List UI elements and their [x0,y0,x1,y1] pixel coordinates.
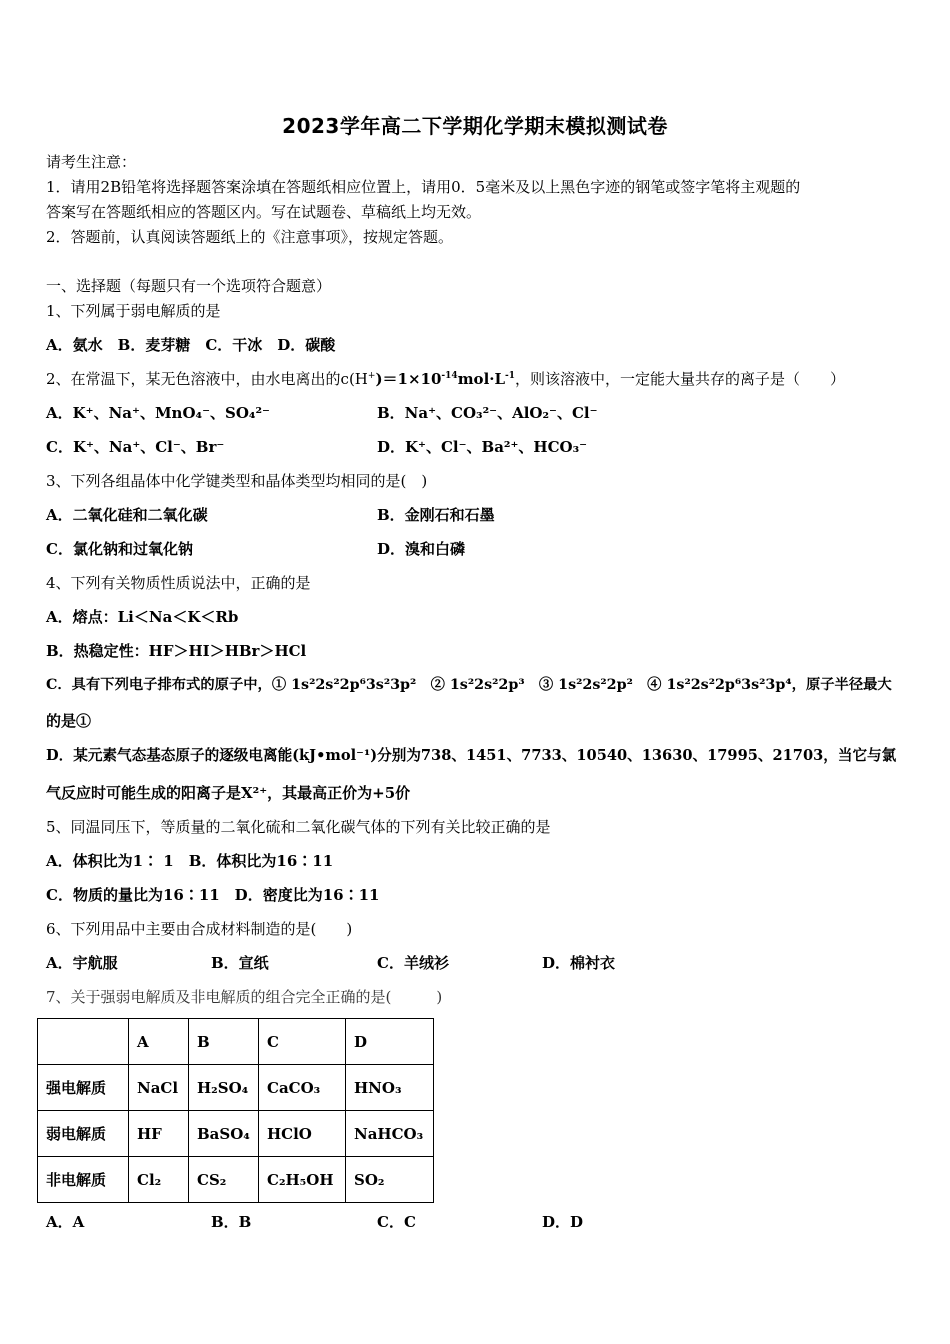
table-header-row [38,1019,434,1065]
q2-stem-exponent: -14 [441,371,458,381]
table-header-cell: A [129,1019,189,1065]
q7-option-d: D．D [542,1213,584,1231]
q4-option-d-line-1: D．某元素气态基态原子的逐级电离能(kJ•mol⁻¹)分别为738、1451、7733、10540、13630、17995、21703，当它与氯 [46,747,897,764]
q5-options-line-2: C．物质的量比为16∶11 D．密度比为16∶11 [46,886,380,904]
table-row-label: 非电解质 [38,1157,129,1203]
table-header-cell: D [346,1019,434,1065]
table-row [38,1111,434,1157]
table-cell: H₂SO₄ [189,1065,259,1111]
q7-option-c: C．C [377,1213,416,1231]
q5-stem: 5、同温同压下，等质量的二氧化硫和二氧化碳气体的下列有关比较正确的是 [46,818,551,836]
q4-stem: 4、下列有关物质性质说法中，正确的是 [46,574,311,592]
q2-stem-part-a: 2、在常温下，某无色溶液中，由水电离出的c(H [46,370,368,388]
table-cell: CS₂ [189,1157,259,1203]
q6-option-b: B．宣纸 [211,954,269,972]
table-cell: HNO₃ [346,1065,434,1111]
q6-stem: 6、下列用品中主要由合成材料制造的是( ) [46,920,353,938]
q3-stem: 3、下列各组晶体中化学键类型和晶体类型均相同的是( ) [46,472,428,490]
q3-option-c: C．氯化钠和过氧化钠 [46,540,193,558]
notice-item-1-line-1: 1．请用2B铅笔将选择题答案涂填在答题纸相应位置上，请用0．5毫米及以上黑色字迹的钢笔或签字笔将主观题的 [46,178,801,196]
q7-option-b: B．B [211,1213,252,1231]
q4-option-c-line-2: 的是① [46,712,92,730]
q3-option-b: B．金刚石和石墨 [377,506,495,524]
table-row [38,1157,434,1203]
table-cell: NaHCO₃ [346,1111,434,1157]
q2-option-d: D．K⁺、Cl⁻、Ba²⁺、HCO₃⁻ [377,438,588,456]
q2-option-a: A．K⁺、Na⁺、MnO₄⁻、SO₄²⁻ [46,404,270,422]
q4-option-d-line-2: 气反应时可能生成的阳离子是X²⁺，其最高正价为+5价 [46,784,411,802]
q5-options-line-1: A．体积比为1∶ 1 B．体积比为16∶11 [46,852,334,870]
table-cell [38,1019,129,1065]
notice-item-2: 2．答题前，认真阅读答题纸上的《注意事项》，按规定答题。 [46,228,454,246]
exam-title: 2023学年高二下学期化学期末模拟测试卷 [282,114,668,138]
q6-option-c: C．羊绒衫 [377,954,449,972]
table-cell: SO₂ [346,1157,434,1203]
q4-option-c-line-1: C．具有下列电子排布式的原子中，① 1s²2s²2p⁶3s²3p² ② 1s²2s²2p³ ③ 1s²2s²2p² ④ 1s²2s²2p⁶3s²3p⁴，原子半径最大 [46,677,892,693]
table-header-cell: B [189,1019,259,1065]
table-row-label: 弱电解质 [38,1111,129,1157]
q2-stem: 2、在常温下，某无色溶液中，由水电离出的$c(H^+)=1\times 10^{-14}mol\cdot L^{-1}$，则该溶液中，一定能大量共存的离子是（ ） [46,370,846,388]
table-cell: HF [129,1111,189,1157]
table-header-cell: C [259,1019,346,1065]
table-row-label: 强电解质 [38,1065,129,1111]
q2-stem-exponent-2: -1 [505,371,516,381]
q2-stem-part-d: ，则该溶液中，一定能大量共存的离子是（ ） [515,370,846,388]
table-cell: BaSO₄ [189,1111,259,1157]
q6-option-d: D．棉衬衣 [542,954,616,972]
q7-stem: 7、关于强弱电解质及非电解质的组合完全正确的是( ) [46,988,443,1006]
q1-stem: 1、下列属于弱电解质的是 [46,302,221,320]
section-heading: 一、选择题（每题只有一个选项符合题意） [46,277,332,295]
q6-option-a: A．宇航服 [46,954,118,972]
q3-option-d: D．溴和白磷 [377,540,466,558]
table-cell: CaCO₃ [259,1065,346,1111]
q4-option-a: A．熔点：Li＜Na＜K＜Rb [46,608,239,626]
q2-stem-part-b: )＝1×10 [375,370,442,388]
table-cell: C₂H₅OH [259,1157,346,1203]
notice-item-1-line-2: 答案写在答题纸相应的答题区内。写在试题卷、草稿纸上均无效。 [46,203,482,221]
q2-option-c: C．K⁺、Na⁺、Cl⁻、Br⁻ [46,438,225,456]
q1-options: A．氨水 B．麦芽糖 C．干冰 D．碳酸 [46,336,336,354]
q4-option-b: B．热稳定性：HF＞HI＞HBr＞HCl [46,642,307,660]
q3-option-a: A．二氧化硅和二氧化碳 [46,506,208,524]
table-row [38,1065,434,1111]
q7-option-a: A．A [46,1213,85,1231]
electrolyte-table [37,1018,434,1203]
table-cell: Cl₂ [129,1157,189,1203]
notice-heading: 请考生注意： [46,153,137,171]
q2-stem-part-c: mol·L [457,370,506,388]
table-cell: NaCl [129,1065,189,1111]
q2-option-b: B．Na⁺、CO₃²⁻、AlO₂⁻、Cl⁻ [377,404,598,422]
table-cell: HClO [259,1111,346,1157]
